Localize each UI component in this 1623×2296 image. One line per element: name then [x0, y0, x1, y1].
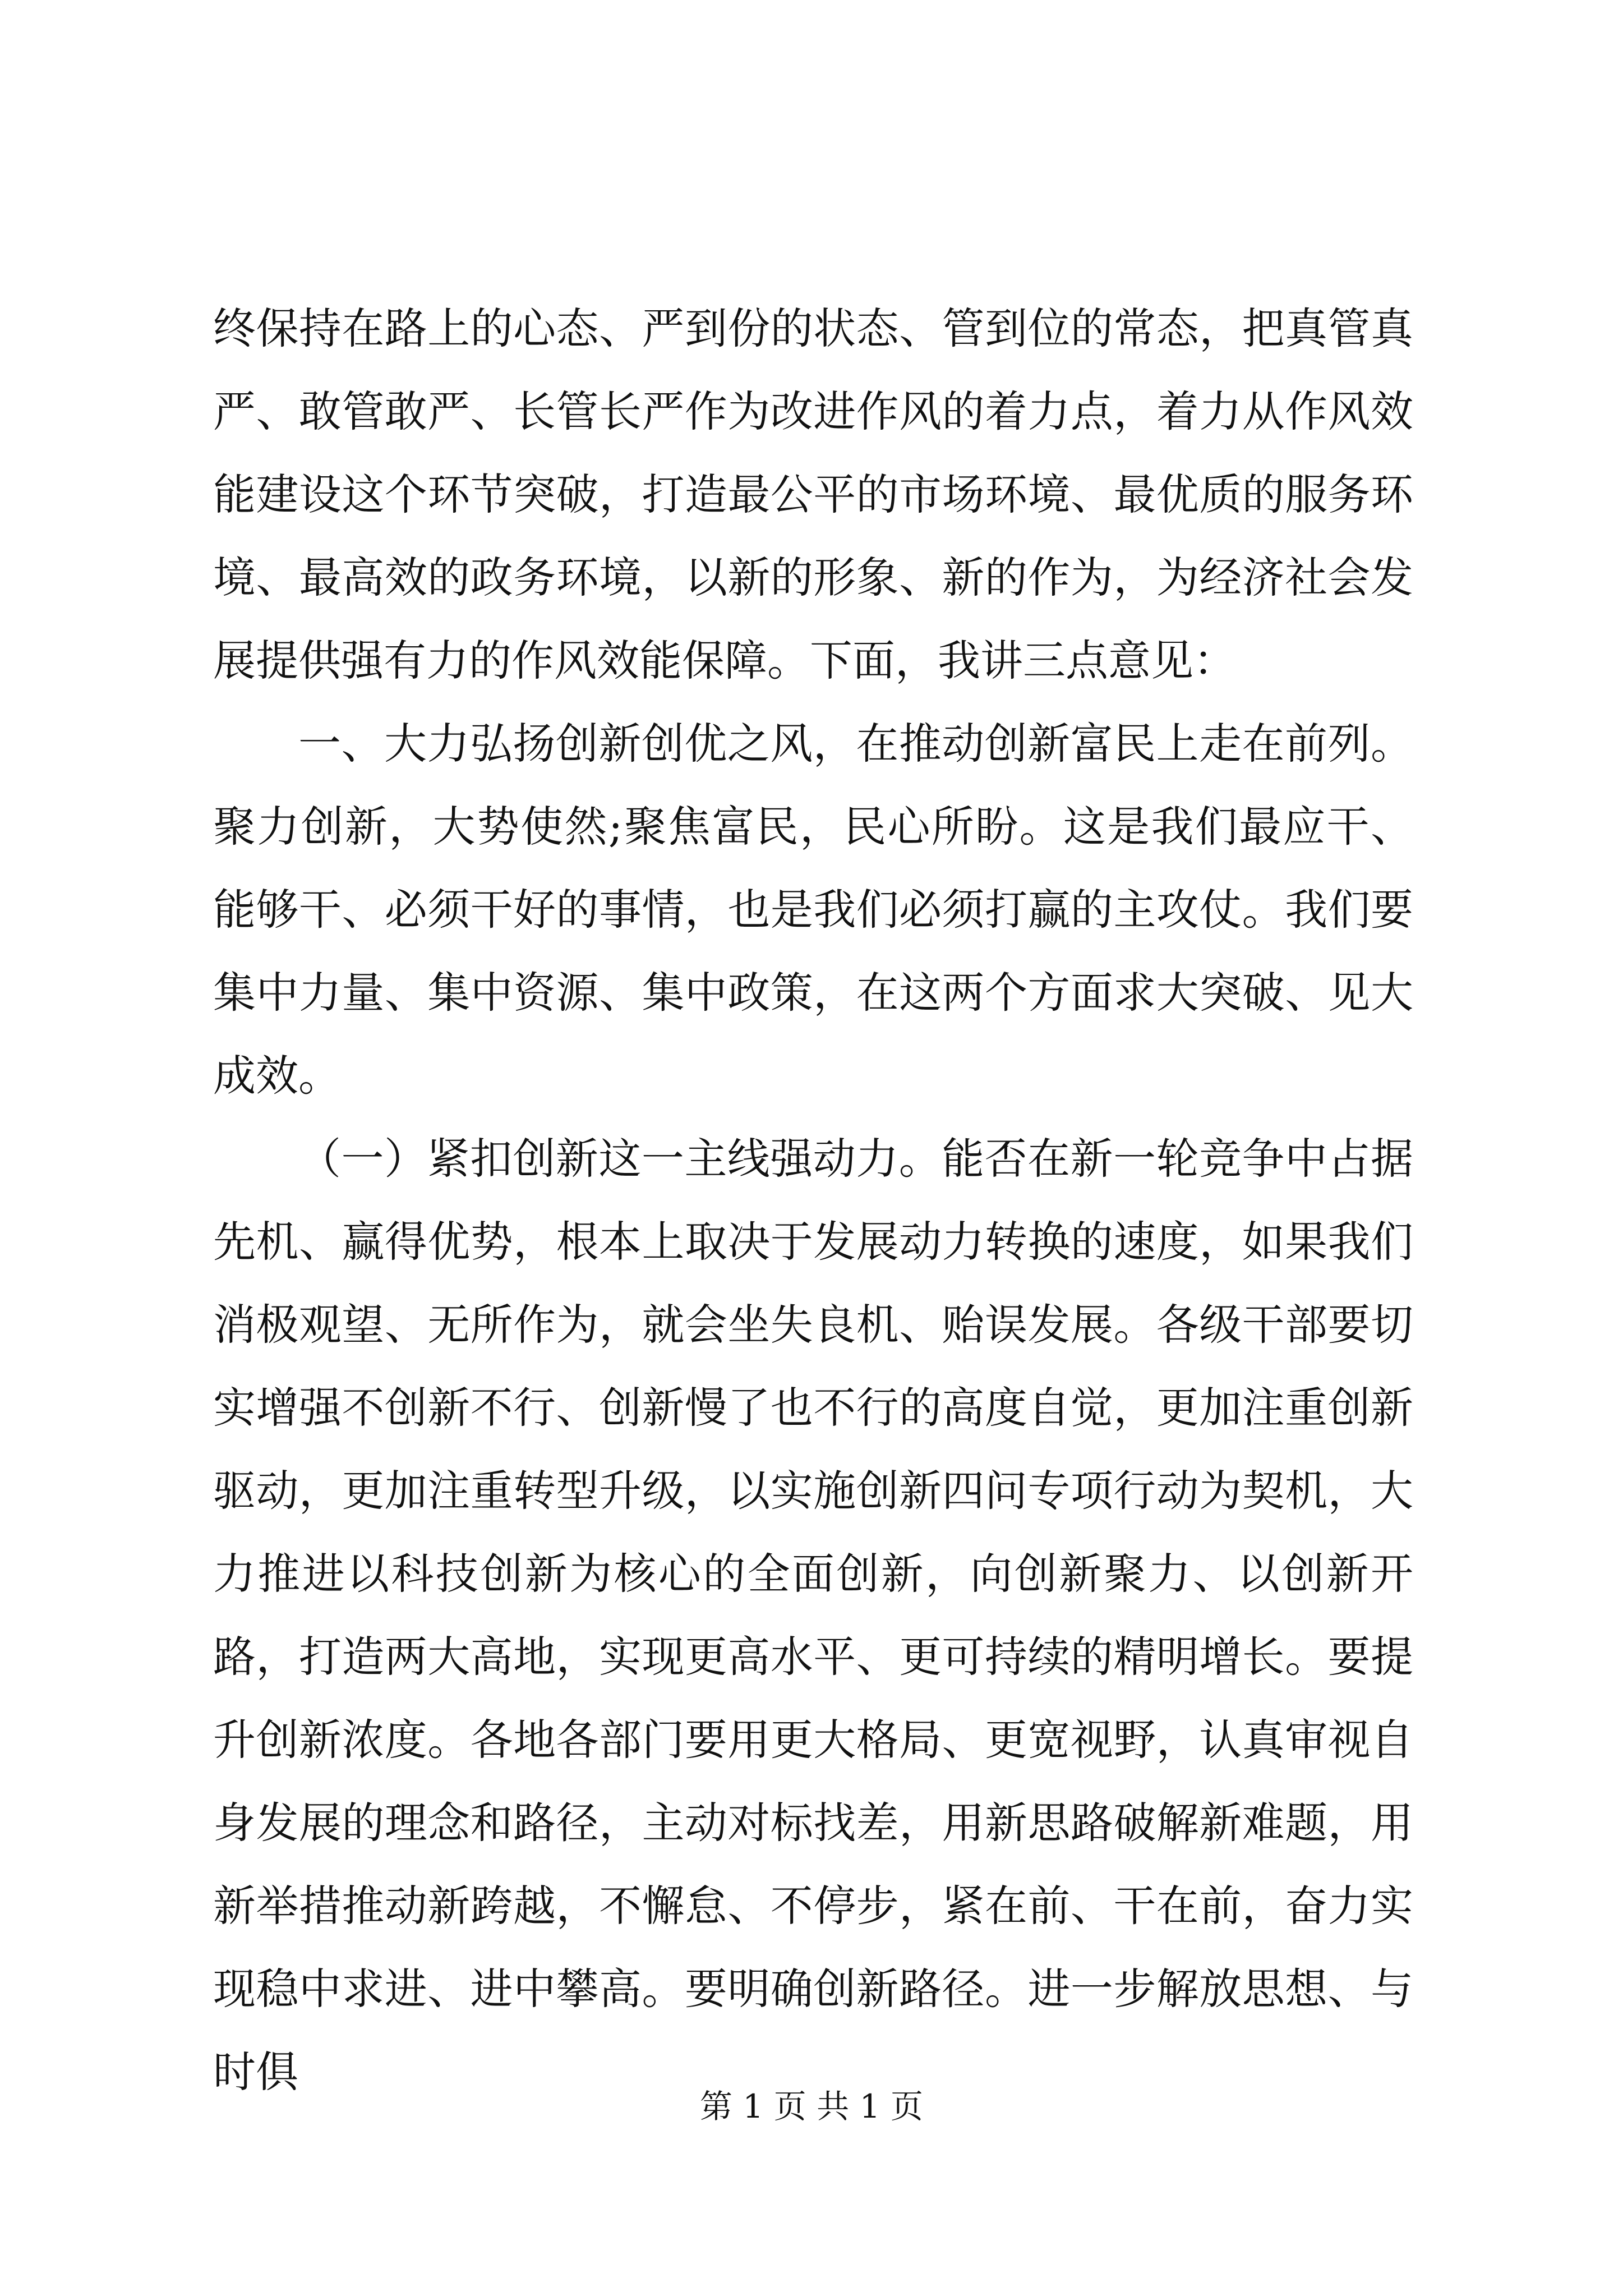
- paragraph-subsection: （一）紧扣创新这一主线强动力。能否在新一轮竞争中占据先机、赢得优势，根本上取决于发展动力转换的速度，如果我们消极观望、无所作为，就会坐失良机、贻误发展。各级干部要切实增强不创新不行、创新慢了也不行的高度自觉，更加注重创新驱动，更加注重转型升级，以实施创新四问专项行动为契机，大力推进以科技创新为核心的全面创新，向创新聚力、以创新开路，打造两大高地，实现更高水平、更可持续的精明增长。要提升创新浓度。各地各部门要用更大格局、更宽视野，认真审视自身发展的理念和路径，主动对标找差，用新思路破解新难题，用新举措推动新跨越，不懈怠、不停步，紧在前、干在前，奋力实现稳中求进、进中攀高。要明确创新路径。进一步解放思想、与时俱: [213, 1134, 1413, 2097]
- page-footer: 第 1 页 共 1 页: [700, 2087, 923, 2125]
- paragraph-section-heading: 一、大力弘扬创新创优之风，在推动创新富民上走在前列。聚力创新，大势使然;聚焦富民，民心所盼。这是我们最应干、能够干、必须干好的事情，也是我们必须打赢的主攻仗。我们要集中力量、集中资源、集中政策，在这两个方面求大突破、见大成效。: [213, 719, 1413, 1101]
- paragraph-continuation: 终保持在路上的心态、严到份的状态、管到位的常态，把真管真严、敢管敢严、长管长严作为改进作风的着力点，着力从作风效能建设这个环节突破，打造最公平的市场环境、最优质的服务环境、最高效的政务环境，以新的形象、新的作为，为经济社会发展提供强有力的作风效能保障。下面，我讲三点意见：: [213, 303, 1413, 685]
- document-body: [213, 287, 1413, 2114]
